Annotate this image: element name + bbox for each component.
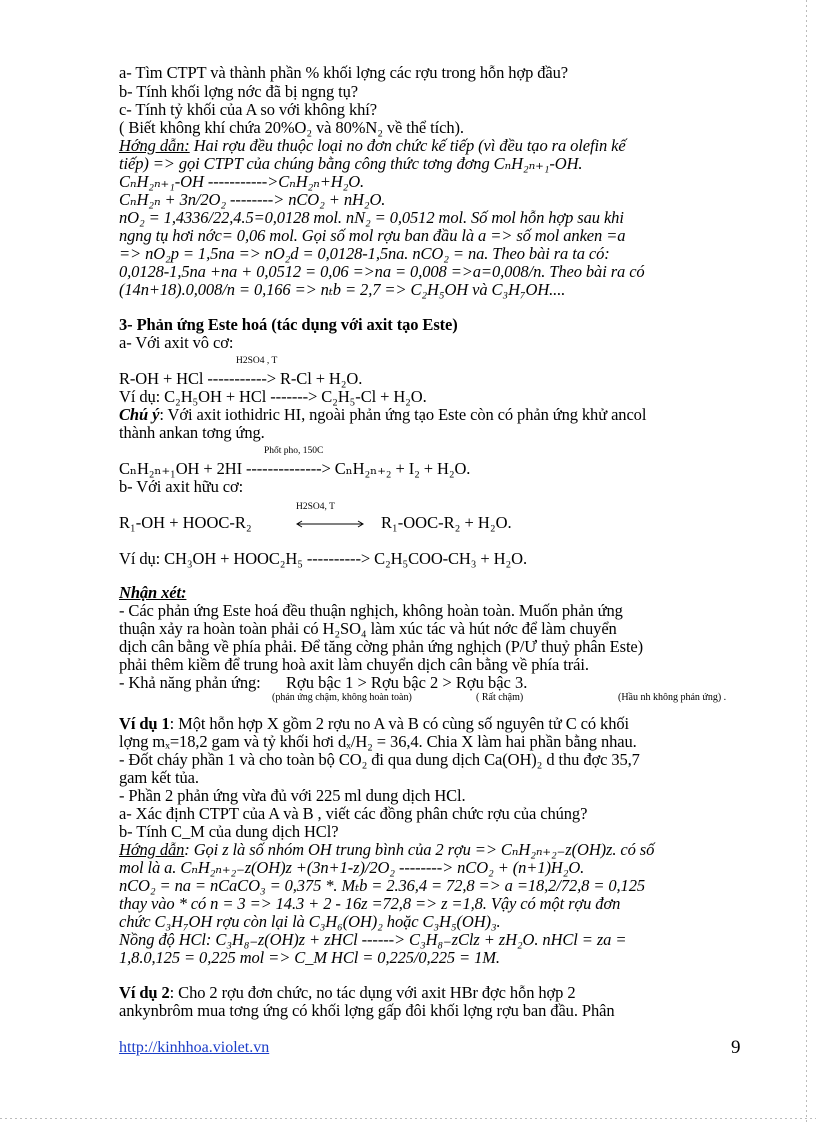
note-label: Chú ý [119, 405, 160, 424]
reactivity-order: Rợu bậc 1 > Rợu bậc 2 > Rợu bậc 3. [286, 673, 528, 692]
question-b: b- Tính khối lợng nớc đã bị ngng tụ? [119, 82, 359, 101]
example-1-line-4: gam kết tủa. [119, 768, 199, 787]
example-1-guide-5: chức C₃H₇OH rợu còn lại là C₃H₆(OH)₂ hoặc C₃H₅(OH)₃. [119, 912, 501, 931]
example-1: Ví dụ: C₂H₅OH + HCl -------> C₂H₅-Cl + H₂O. [119, 387, 427, 406]
page-number: 9 [731, 1037, 741, 1058]
reactivity-note-secondary: ( Rất chậm) [476, 692, 524, 703]
reaction-3-reactants: R₁-OH + HOOC-R₂ [119, 513, 252, 532]
air-composition-note: ( Biết không khí chứa 20%O₂ và 80%N₂ về thể tích). [119, 118, 464, 137]
example-1-question-a: a- Xác định CTPT của A và B , viết các đồng phân chức rợu của chúng? [119, 804, 588, 823]
guide-line-9: (14n+18).0,008/n = 0,166 => nₜb = 2,7 => C₂H₅OH và C₃H₇OH.... [119, 280, 566, 299]
example-1-problem: Ví dụ 1: Một hỗn hợp X gồm 2 rợu no A và B có cùng số nguyên tử C có khối [119, 714, 629, 733]
example-1-guide-label: Hớng dẫn [119, 840, 185, 859]
page-edge-right [806, 0, 807, 1123]
example-1-guide-4: thay vào * có n = 3 => 14.3 + 2 - 16z =72,8 => z =1,8. Vậy có một rợu đơn [119, 894, 621, 913]
reactivity-note-tertiary: (Hầu nh không phản ứng) . [618, 692, 727, 703]
question-c: c- Tính tỷ khối của A so với không khí? [119, 100, 377, 119]
example-1-guide-6: Nồng độ HCl: C₃H₈₋z(OH)z + zHCl ------> C₃H₈₋zClz + zH₂O. nHCl = za = [119, 930, 627, 949]
example-2-label: Ví dụ 2 [119, 983, 170, 1002]
example-1-guide-2: mol là a. CₙH₂ₙ₊₂₋z(OH)z +(3n+1-z)/2O₂ --------> nCO₂ + (n+1)H₂O. [119, 858, 585, 877]
example-1-guide-3: nCO₂ = na = nCaCO₃ = 0,375 *. Mₜb = 2.36,4 = 72,8 => a =18,2/72,8 = 0,125 [119, 876, 646, 895]
guide-line-1: Hớng dẫn: Hai rợu đều thuộc loại no đơn chức kế tiếp (vì đều tạo ra olefin kế [119, 136, 626, 155]
example-1-line-2: lợng mₓ=18,2 gam và tỷ khối hơi dₓ/H₂ = 36,4. Chia X làm hai phần bằng nhau. [119, 732, 637, 751]
equilibrium-arrow-icon [294, 518, 366, 530]
guide-line-2: tiếp) => gọi CTPT của chúng bằng công thức tơng đơng CₙH₂ₙ₊₁-OH. [119, 154, 583, 173]
example-2: Ví dụ: CH₃OH + HOOC₂H₅ ----------> C₂H₅COO-CH₃ + H₂O. [119, 549, 527, 568]
guide-line-6: ngng tụ hơi nớc= 0,06 mol. Gọi số mol rợu ban đầu là a => số mol anken =a [119, 226, 626, 245]
reaction-2: CₙH₂ₙ₊₁OH + 2HI --------------> CₙH₂ₙ₊₂ + I₂ + H₂O. [119, 459, 471, 478]
example-1-guide-7: 1,8.0,125 = 0,225 mol => C_M HCl = 0,225/0,225 = 1M. [119, 948, 500, 967]
reaction-condition-3: H2SO4, T [296, 502, 335, 512]
reaction-1: R-OH + HCl -----------> R-Cl + H₂O. [119, 369, 363, 388]
guide-reaction-2: CₙH₂ₙ + 3n/2O₂ --------> nCO₂ + nH₂O. [119, 190, 386, 209]
guide-label: Hớng dẫn: [119, 136, 190, 155]
note-line-1: Chú ý: Với axit iothidric HI, ngoài phản ứng tạo Este còn có phản ứng khử ancol [119, 405, 647, 424]
guide-line-8: 0,0128-1,5na +na + 0,0512 = 0,06 =>na = 0,008 =>a=0,008/n. Theo bài ra có [119, 262, 645, 281]
subsection-organic-acid: b- Với axit hữu cơ: [119, 477, 244, 496]
section-heading: 3- Phản ứng Este hoá (tác dụng với axit tạo Este) [119, 315, 458, 334]
guide-line-5: nO₂ = 1,4336/22,4.5=0,0128 mol. nN₂ = 0,0512 mol. Số mol hỗn hợp sau khi [119, 208, 624, 227]
reaction-3-products: R₁-OOC-R₂ + H₂O. [381, 513, 512, 532]
example-1-guide-1: Hớng dẫn: Gọi z là số nhóm OH trung bình của 2 rợu => CₙH₂ₙ₊₂₋z(OH)z. có số [119, 840, 655, 859]
note-line-2: thành ankan tơng ứng. [119, 423, 265, 442]
example-1-label: Ví dụ 1 [119, 714, 170, 733]
example-1-line-3: - Đốt cháy phần 1 và cho toàn bộ CO₂ đi qua dung dịch Ca(OH)₂ d thu đợc 35,7 [119, 750, 640, 769]
reaction-condition-2: Phốt pho, 150C [264, 446, 324, 456]
guide-line-7: => nO₂p = 1,5na => nO₂d = 0,0128-1,5na. nCO₂ = na. Theo bài ra ta có: [119, 244, 610, 263]
remarks-heading: Nhận xét: [119, 583, 187, 602]
remark-line-1: - Các phản ứng Este hoá đều thuận nghịch, không hoàn toàn. Muốn phản ứng [119, 601, 623, 620]
page-edge-bottom [0, 1118, 816, 1119]
example-2-problem: Ví dụ 2: Cho 2 rợu đơn chức, no tác dụng với axit HBr đợc hỗn hợp 2 [119, 983, 576, 1002]
reactivity-note-primary: (phản ứng chậm, không hoàn toàn) [272, 692, 412, 703]
remark-line-2: thuận xảy ra hoàn toàn phải có H₂SO₄ làm xúc tác và hút nớc để làm chuyển [119, 619, 617, 638]
subsection-inorganic-acid: a- Với axit vô cơ: [119, 333, 234, 352]
remark-line-4: phải thêm kiềm để trung hoà axit làm chuyển dịch cân bằng về phía trái. [119, 655, 589, 674]
example-2-line-2: ankynbrôm mua tơng ứng có khối lợng gấp đôi khối lợng rợu ban đầu. Phân [119, 1001, 615, 1020]
remark-line-3: dịch cân bằng về phía phải. Để tăng cờng phản ứng nghịch (P/Ư thuỷ phân Este) [119, 637, 644, 656]
example-1-line-5: - Phần 2 phản ứng vừa đủ với 225 ml dung dịch HCl. [119, 786, 466, 805]
reactivity-label: - Khả năng phản ứng: [119, 673, 261, 692]
guide-reaction-1: CₙH₂ₙ₊₁-OH ----------->CₙH₂ₙ+H₂O. [119, 172, 365, 191]
footer-website-link[interactable]: http://kinhhoa.violet.vn [119, 1039, 270, 1056]
reaction-condition-1: H2SO4 , T [236, 356, 278, 366]
example-1-question-b: b- Tính C_M của dung dịch HCl? [119, 822, 339, 841]
question-a: a- Tìm CTPT và thành phần % khối lợng các rợu trong hỗn hợp đầu? [119, 63, 568, 82]
